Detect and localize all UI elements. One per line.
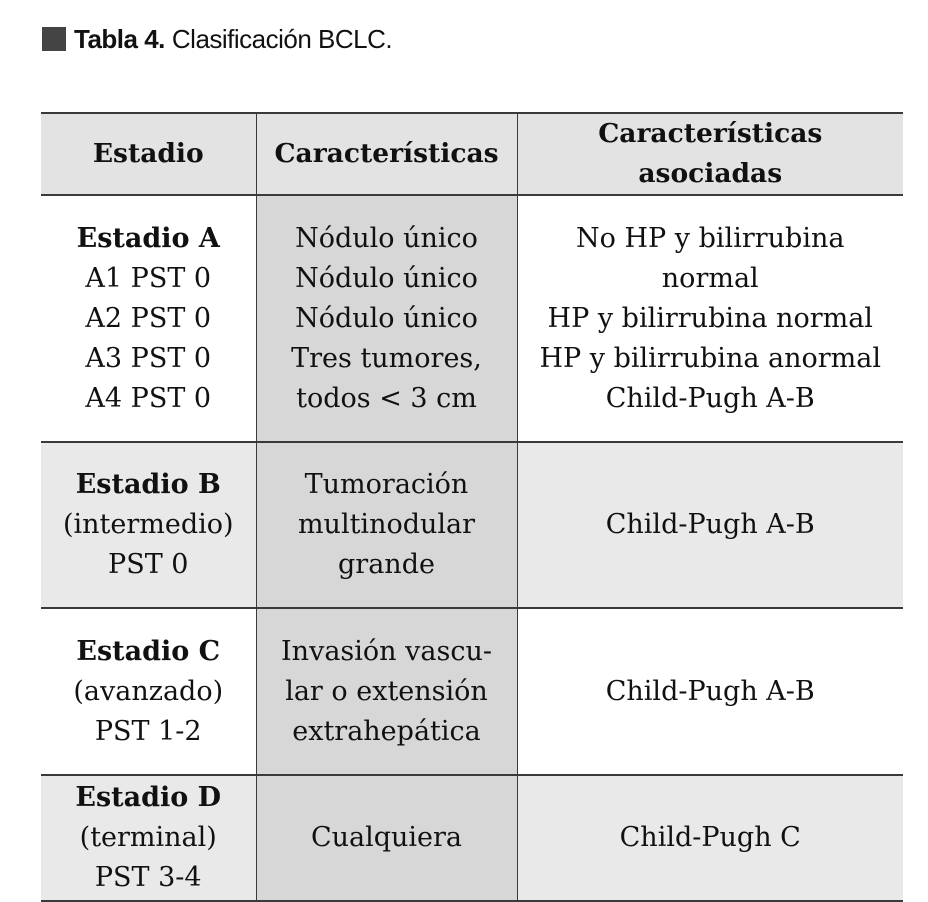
characteristics-line: Nódulo único [295,222,478,254]
associated-line: Child-Pugh A-B [605,509,815,540]
associated-line: Child-Pugh A-B [605,382,815,414]
stage-line: (intermedio) [62,509,234,540]
table-row [41,442,903,608]
stage-cell [41,775,256,901]
header-associated: Características asociadas [517,113,903,195]
associated-line: HP y bilirrubina normal [547,302,873,334]
associated-cell [517,195,903,442]
table-caption [42,22,392,56]
associated-line: HP y bilirrubina anormal [539,342,881,374]
stage-name: Estadio C [76,635,221,667]
caption-label: Tabla 4. [74,23,165,54]
caption-square-icon [42,27,66,51]
stage-line: (terminal) [79,822,217,853]
characteristics-cell [256,442,517,608]
characteristics-line: Tumoración [304,469,469,500]
characteristics-line: multinodular [297,509,476,540]
stage-cell [41,442,256,608]
characteristics-line: Nódulo único [295,262,478,294]
table-row [41,195,903,442]
header-stage: Estadio [41,113,256,195]
stage-line: PST 0 [108,549,189,580]
stage-line: A2 PST 0 [85,302,212,334]
stage-line: PST 1-2 [94,715,202,747]
characteristics-cell [256,775,517,901]
associated-line: No HP y bilirrubina [576,222,845,254]
table-row [41,775,903,901]
stage-cell [41,608,256,775]
stage-line: (avanzado) [73,675,224,707]
stage-cell [41,195,256,442]
associated-cell [517,442,903,608]
associated-cell [517,775,903,901]
stage-line: A1 PST 0 [85,262,212,294]
characteristics-line: Cualquiera [310,822,463,853]
associated-cell [517,608,903,775]
bclc-table [41,112,903,902]
stage-name: Estadio A [76,222,220,254]
characteristics-line: extrahepática [292,715,481,747]
characteristics-cell [256,195,517,442]
characteristics-line: Tres tumores, [291,342,482,374]
characteristics-line: grande [338,549,435,580]
associated-line: Child-Pugh A-B [605,675,815,707]
stage-line: A3 PST 0 [85,342,212,374]
characteristics-line: todos < 3 cm [296,382,477,414]
characteristics-line: lar o extensión [285,675,488,707]
characteristics-line: Invasión vascu- [281,635,492,667]
stage-line: A4 PST 0 [85,382,212,414]
stage-name: Estadio D [75,782,222,813]
characteristics-line: Nódulo único [295,302,478,334]
stage-line: PST 3-4 [94,862,202,893]
caption-title: Clasificación BCLC. [171,23,393,54]
characteristics-cell [256,608,517,775]
table-header-row [41,113,903,195]
stage-name: Estadio B [75,469,221,500]
header-characteristics: Características [256,113,517,195]
associated-line: normal [661,262,759,294]
associated-line: Child-Pugh C [619,822,801,853]
table-row [41,608,903,775]
